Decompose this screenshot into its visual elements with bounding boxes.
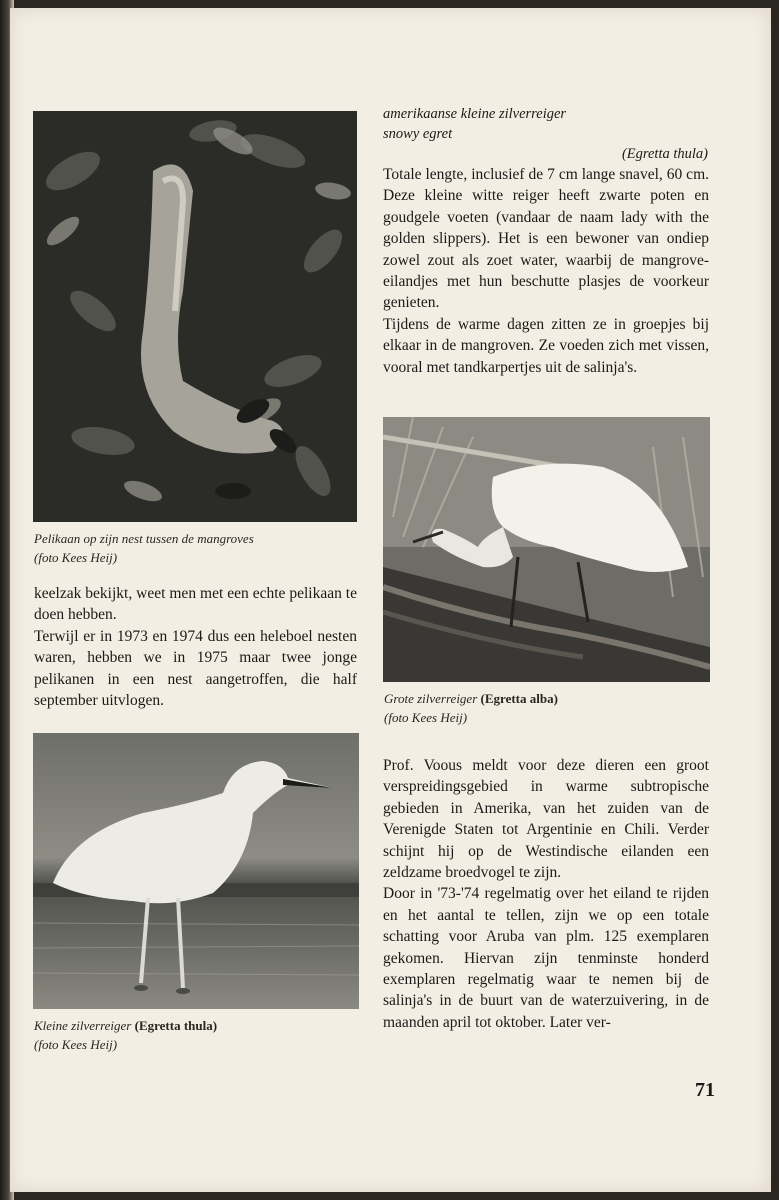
species-latin-name: (Egretta thula) [621,146,708,162]
pelican-caption-text: Pelikaan op zijn nest tussen de mangroves [34,531,254,546]
right-bottom-paragraph-2: Door in '73-'74 regelmatig over het eiland te rijden en het aantal te tellen, zijn we op een totale schatting voor Aruba van plm. 125 exemplaren gekomen. Hiervan zijn tenminste honderd exemplaren regelmatig waar te nemen bij de salinja's in de buurt van de waterzuivering, in de maanden april tot oktober. Later ver- [383,885,709,1031]
left-paragraph-2: Terwijl er in 1973 en 1974 dus een heleboel nesten waren, hebben we in 1975 maar twee jonge pelikanen in een nest aangetroffen, die half september uitvlogen. [34,627,357,710]
pelican-photo [33,111,357,522]
page-number: 71 [695,1079,715,1101]
right-top-paragraph-2: Tijdens de warme dagen zitten ze in groepjes bij elkaar in de mangroven. Ze voeden zich met vissen, vooral met tandkarpertjes uit de salinja's. [383,315,709,376]
great-egret-latin-name: (Egretta alba) [480,691,558,706]
right-top-paragraph-1: Totale lengte, inclusief de 7 cm lange snavel, 60 cm. Deze kleine witte reiger heeft zwarte poten en goudgele voeten (vandaar de naam lady with the golden slippers). Het is een bewoner van ondiep zowel zout als zoet water, waarbij de mangrove-eilandjes met hun beschutte plasjes de voorkeur genieten. [383,166,709,312]
right-column-top-text [383,164,709,378]
pelican-photo-credit: (foto Kees Heij) [34,550,118,565]
snowy-egret-caption-line [34,1016,364,1035]
snowy-egret-common-name: Kleine zilverreiger [34,1018,132,1033]
great-egret-common-name: Grote zilverreiger [384,691,478,706]
great-egret-photo-credit: (foto Kees Heij) [384,710,468,725]
right-bottom-paragraph-1: Prof. Voous meldt voor deze dieren een groot verspreidingsgebied in warme subtropische gebieden in Amerika, van het zuiden van de Verenigde Staten tot Argentinie en Chili. Verder schijnt hij op de Westindische eilanden een zeldzame broedvogel te zijn. [383,757,709,882]
snowy-egret-photo-credit: (foto Kees Heij) [34,1037,118,1052]
species-heading [383,104,708,164]
great-egret-caption-line [384,689,714,708]
species-english-name: snowy egret [383,126,453,142]
snowy-egret-caption [34,1016,364,1054]
snowy-egret-photo [33,733,359,1009]
left-column-text [34,583,357,711]
left-paragraph-1: keelzak bekijkt, weet men met een echte pelikaan te doen hebben. [34,585,357,624]
great-egret-photo [383,417,710,682]
snowy-egret-latin-name: (Egretta thula) [134,1018,218,1033]
great-egret-caption [384,689,714,727]
pelican-caption [34,529,364,567]
right-column-bottom-text [383,755,709,1033]
species-dutch-name: amerikaanse kleine zilverreiger [383,106,567,122]
